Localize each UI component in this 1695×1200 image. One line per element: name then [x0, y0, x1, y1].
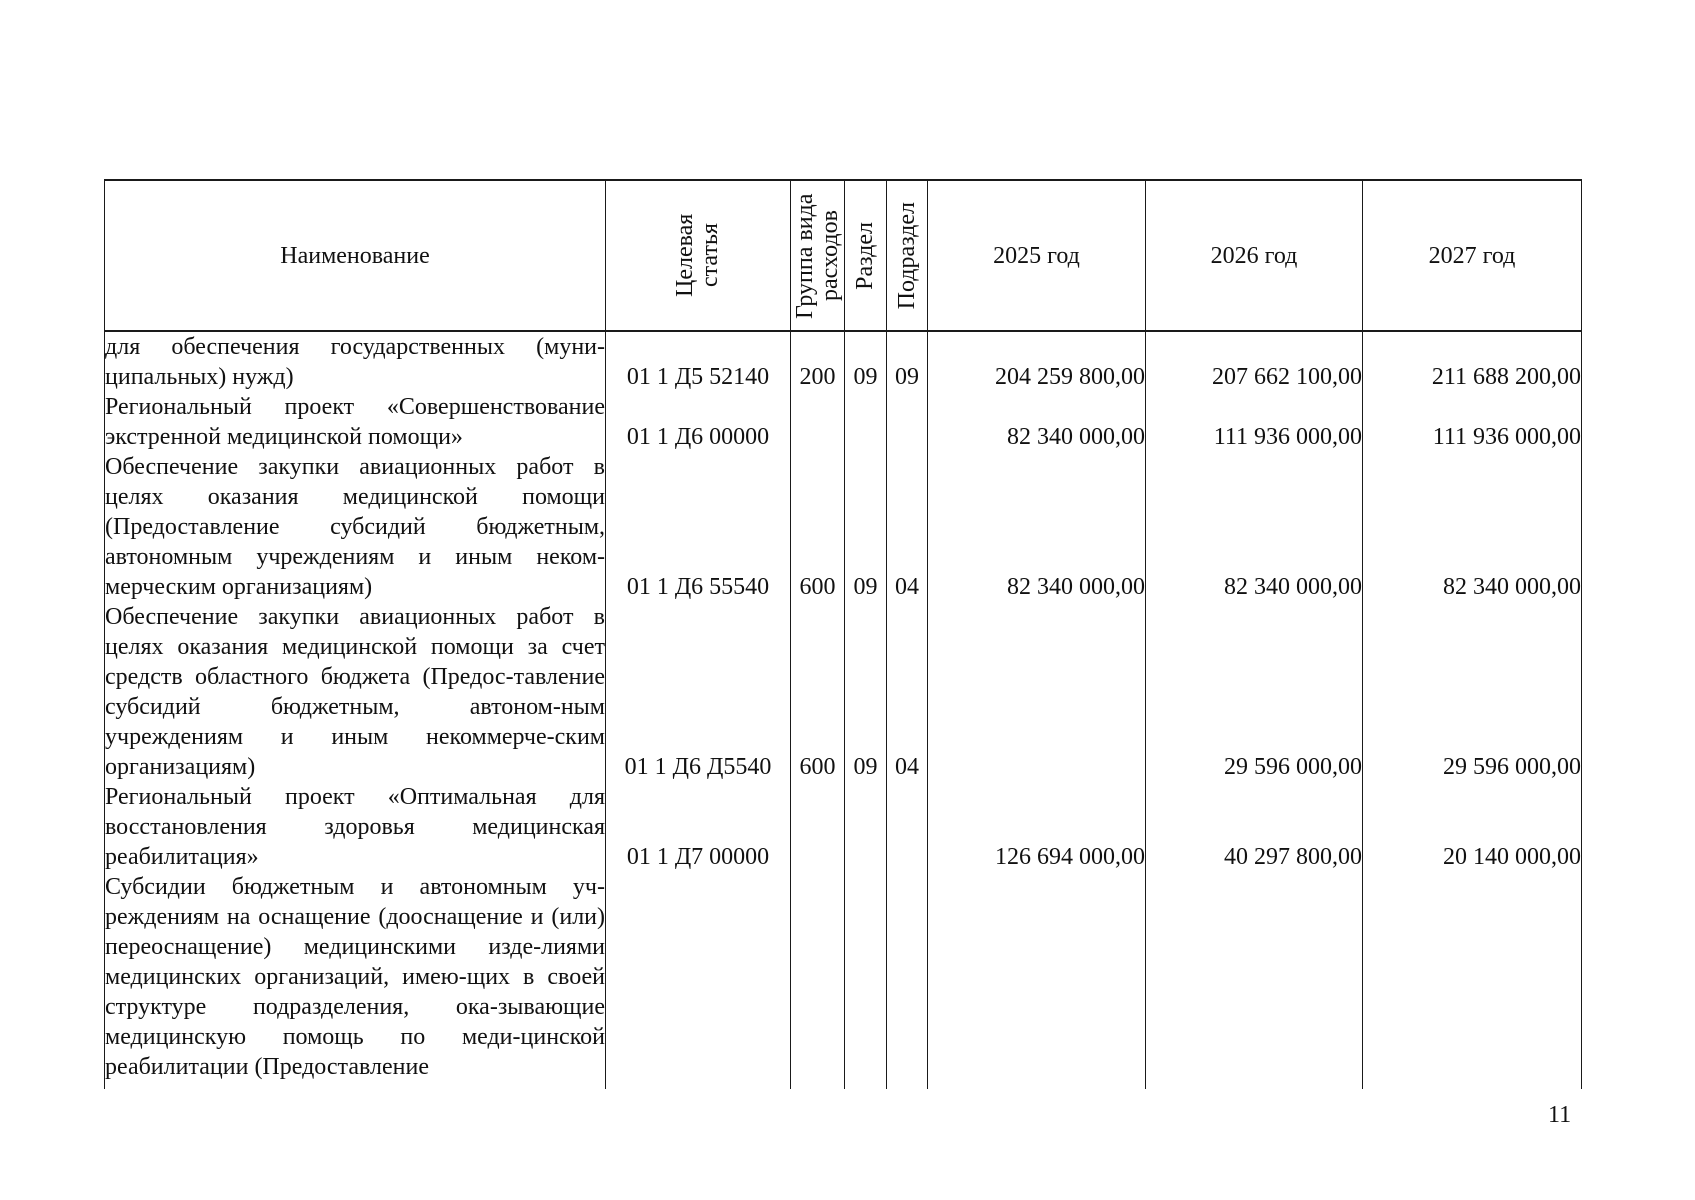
row-value-2027: 82 340 000,00 [1363, 452, 1582, 602]
row-value-2026 [1146, 872, 1363, 1089]
row-group: 600 [791, 452, 845, 602]
row-section: 09 [845, 452, 887, 602]
row-value-2027: 20 140 000,00 [1363, 782, 1582, 872]
row-value-2025: 82 340 000,00 [928, 452, 1146, 602]
header-subsection-label: Подраздел [893, 201, 920, 310]
row-value-2026: 207 662 100,00 [1146, 331, 1363, 392]
budget-table [104, 179, 1582, 1089]
row-code: 01 1 Д6 55540 [606, 452, 791, 602]
row-value-2027: 111 936 000,00 [1363, 392, 1582, 452]
row-subsection: 04 [887, 602, 928, 782]
row-value-2025: 126 694 000,00 [928, 782, 1146, 872]
row-value-2026: 29 596 000,00 [1146, 602, 1363, 782]
row-value-2027: 29 596 000,00 [1363, 602, 1582, 782]
table-row [105, 602, 1582, 782]
row-value-2025 [928, 872, 1146, 1089]
row-group: 200 [791, 331, 845, 392]
row-subsection [887, 872, 928, 1089]
row-value-2027 [1363, 872, 1582, 1089]
row-section [845, 872, 887, 1089]
table-row [105, 331, 1582, 392]
row-group: 600 [791, 602, 845, 782]
row-value-2025: 204 259 800,00 [928, 331, 1146, 392]
row-section: 09 [845, 331, 887, 392]
row-subsection [887, 392, 928, 452]
header-year-2027: 2027 год [1363, 180, 1582, 331]
header-subsection [887, 180, 928, 331]
row-code [606, 872, 791, 1089]
row-name: Обеспечение закупки авиационных работ в целях оказания медицинской помощи (Предоставление субсидий бюджетным, автономным учреждениям и иным неком-мерческим организациям) [105, 454, 605, 600]
header-year-2026: 2026 год [1146, 180, 1363, 331]
row-group [791, 872, 845, 1089]
page-number: 11 [1548, 1102, 1572, 1128]
header-section-label: Раздел [852, 221, 878, 290]
row-value-2027: 211 688 200,00 [1363, 331, 1582, 392]
header-expense-group-label: Группа вида расходов [791, 192, 843, 319]
row-code: 01 1 Д6 00000 [606, 392, 791, 452]
row-name: Субсидии бюджетным и автономным уч-реждениям на оснащение (дооснащение и (или) переоснащение) медицинскими изде-лиями медицинских организаций, имею-щих в своей структуре подразделения, ока-зывающие медицинскую помощь по меди-цинской реабилитации (Предоставление [105, 872, 606, 1089]
row-value-2026: 111 936 000,00 [1146, 392, 1363, 452]
row-subsection [887, 782, 928, 872]
row-name: Региональный проект «Оптимальная для восстановления здоровья медицинская реабилитация» [105, 784, 605, 870]
row-name: Обеспечение закупки авиационных работ в целях оказания медицинской помощи за счет средств областного бюджета (Предос-тавление субсидий бюджетным, автоном-ным учреждениям и иным некоммерче-ским организациям) [105, 604, 605, 780]
header-row [105, 180, 1582, 331]
table-row [105, 392, 1582, 452]
header-section [845, 180, 887, 331]
row-name: Региональный проект «Совершенствование экстренной медицинской помощи» [105, 394, 605, 450]
header-expense-group [791, 180, 845, 331]
row-subsection: 09 [887, 331, 928, 392]
header-name: Наименование [105, 180, 606, 331]
row-section [845, 782, 887, 872]
table-row [105, 872, 1582, 1089]
row-code: 01 1 Д6 Д5540 [606, 602, 791, 782]
table-row [105, 452, 1582, 602]
header-target-article-label: Целевая статья [672, 213, 723, 298]
row-section [845, 392, 887, 452]
row-value-2026: 40 297 800,00 [1146, 782, 1363, 872]
row-code: 01 1 Д5 52140 [606, 331, 791, 392]
row-section: 09 [845, 602, 887, 782]
table-row [105, 782, 1582, 872]
row-value-2025 [928, 602, 1146, 782]
row-value-2026: 82 340 000,00 [1146, 452, 1363, 602]
row-name: для обеспечения государственных (муни-ципальных) нужд) [105, 331, 606, 392]
row-group [791, 782, 845, 872]
header-target-article [606, 180, 791, 331]
header-year-2025: 2025 год [928, 180, 1146, 331]
row-code: 01 1 Д7 00000 [606, 782, 791, 872]
row-value-2025: 82 340 000,00 [928, 392, 1146, 452]
row-subsection: 04 [887, 452, 928, 602]
row-group [791, 392, 845, 452]
